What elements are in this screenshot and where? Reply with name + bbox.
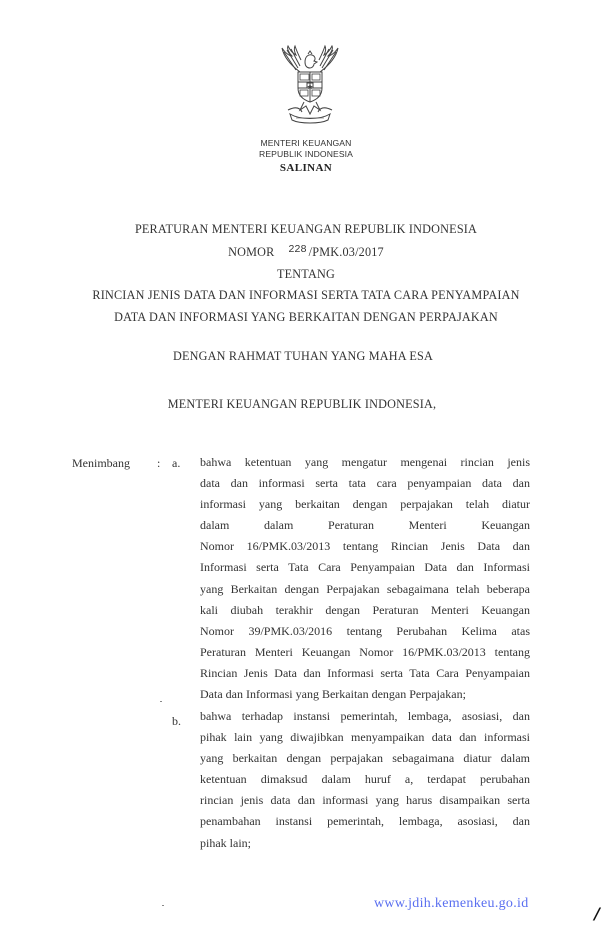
consideration-item-a <box>200 452 530 705</box>
regulation-number <box>0 245 612 260</box>
text-line: rincian jenis data dan informasi yang harus disampaikan serta <box>200 793 530 808</box>
scan-speck <box>162 905 164 906</box>
considerations-colon: : <box>157 456 161 470</box>
text-line: Rincian Jenis Data dan Informasi serta Tata Cara Penyampaian <box>200 665 530 680</box>
jdih-website-link[interactable]: www.jdih.kemenkeu.go.id <box>374 896 529 911</box>
ministry-name-line1: MENTERI KEUANGAN <box>260 138 352 148</box>
garuda-emblem-icon <box>278 44 342 130</box>
text-line: Nomor 39/PMK.03/2016 tentang Perubahan Kelima atas <box>200 623 530 638</box>
text-line: pihak lain; <box>200 835 251 850</box>
regulation-title: PERATURAN MENTERI KEUANGAN REPUBLIK INDONESIA <box>134 222 478 236</box>
nomor-suffix: /PMK.03/2017 <box>308 245 384 259</box>
item-letter-a: a. <box>172 456 181 470</box>
text-line: yang Berkaitan dengan Perpajakan sebagaimana telah beberapa <box>200 581 530 596</box>
text-line: data dan informasi serta tata cara penyampaian data dan <box>200 476 530 491</box>
considerations-label: Menimbang <box>72 456 130 470</box>
subject-line-1: RINCIAN JENIS DATA DAN INFORMASI SERTA TATA CARA PENYAMPAIAN <box>92 288 520 302</box>
subject-line-2: DATA DAN INFORMASI YANG BERKAITAN DENGAN PERPAJAKAN <box>114 310 498 324</box>
initial-paraf-mark: / <box>594 904 600 923</box>
text-line: penambahan instansi pemerintah, lembaga, asosiasi, dan <box>200 814 530 829</box>
blessing-line: DENGAN RAHMAT TUHAN YANG MAHA ESA <box>173 349 433 363</box>
item-letter-b: b. <box>172 714 181 728</box>
text-line: yang berkaitan dengan perpajakan sebagaimana diatur dalam <box>200 751 530 766</box>
text-line: Data dan Informasi yang Berkaitan dengan Perpajakan; <box>200 687 466 702</box>
text-line: Nomor 16/PMK.03/2013 tentang Rincian Jenis Data dan <box>200 539 530 554</box>
text-line: informasi yang berkaitan dengan perpajakan telah diatur <box>200 497 530 512</box>
text-line: kali diubah terakhir dengan Peraturan Menteri Keuangan <box>200 602 530 617</box>
nomor-number: 228 <box>288 243 307 255</box>
text-line: dalam dalam Peraturan Menteri Keuangan <box>200 518 530 533</box>
authority-line: MENTERI KEUANGAN REPUBLIK INDONESIA, <box>167 397 437 411</box>
text-line: bahwa terhadap instansi pemerintah, lembaga, asosiasi, dan <box>200 709 530 723</box>
text-line: Informasi serta Tata Cara Penyampaian Data dan Informasi <box>200 560 530 575</box>
tentang-heading: TENTANG <box>277 267 335 281</box>
consideration-item-b <box>200 706 530 854</box>
nomor-label: NOMOR <box>228 245 275 259</box>
ministry-name-line2: REPUBLIK INDONESIA <box>259 149 353 159</box>
copy-mark: SALINAN <box>279 162 333 174</box>
text-line: Peraturan Menteri Keuangan Nomor 16/PMK.03/2013 tentang <box>200 644 530 659</box>
text-line: ketentuan dimaksud dalam huruf a, terdapat perubahan <box>200 772 530 787</box>
scan-speck <box>160 701 162 702</box>
text-line: bahwa ketentuan yang mengatur mengenai rincian jenis <box>200 455 530 469</box>
text-line: pihak lain yang diwajibkan menyampaikan data dan informasi <box>200 730 530 745</box>
